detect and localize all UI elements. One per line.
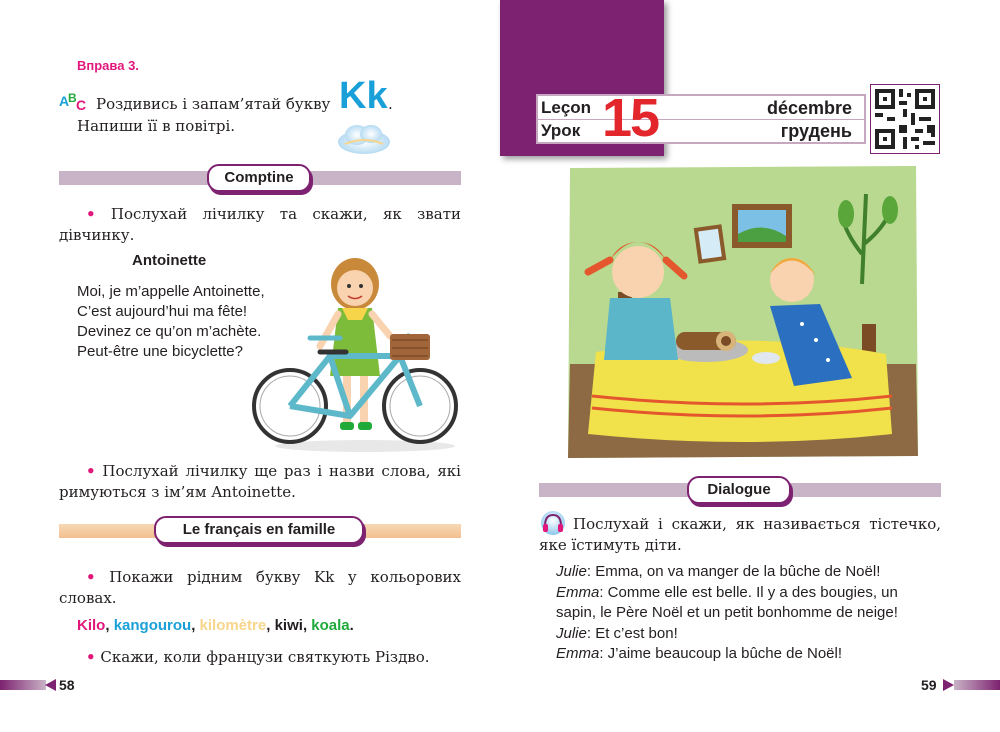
show-instruction: • Покажи рідним букву Kk у кольорових словах. xyxy=(59,568,461,607)
big-letter-kk: Kk xyxy=(339,75,388,117)
svg-text:B: B xyxy=(68,91,77,105)
dialogue-text xyxy=(556,562,898,665)
lecon-label: Leçon xyxy=(541,98,592,117)
poem-line: Peut-être une bicyclette? xyxy=(77,343,243,360)
comptine-title: Comptine xyxy=(207,164,311,192)
bullet-icon: • xyxy=(86,648,96,666)
cloud-icon xyxy=(335,120,393,156)
word-koala: koala xyxy=(311,617,350,634)
dialogue-instruction: Послухай і скажи, як називається тістечко, яке їстимуть діти. xyxy=(539,515,941,554)
lesson-number: 15 xyxy=(602,88,659,148)
poem xyxy=(77,282,265,362)
instruction-line-2: Напиши її в повітрі. xyxy=(77,117,236,135)
listen-instruction: • Послухай лічилку та скажи, як звати дівчинку. xyxy=(59,205,461,244)
poem-line: Devinez ce qu’on m’achète. xyxy=(77,323,262,340)
page-bar-left xyxy=(0,680,46,690)
arrow-left-icon xyxy=(45,679,56,691)
dialogue-line: Emma: J’aime beaucoup la bûche de Noël! xyxy=(556,645,843,662)
word-kilometre: kilomètre xyxy=(199,617,267,634)
arrow-right-icon xyxy=(943,679,954,691)
dialogue-line: Julie: Emma, on va manger de la bûche de Noël! xyxy=(556,563,881,580)
word-kiwi: kiwi xyxy=(274,617,303,634)
instruction-line-1: Роздивись і запам’ятай букву xyxy=(96,95,331,113)
month-fr: décembre xyxy=(766,98,852,118)
page-number-right: 59 xyxy=(921,677,937,693)
qr-code-icon[interactable] xyxy=(870,84,940,154)
girl-bicycle-illustration xyxy=(250,256,460,456)
exercise-label: Вправа 3. xyxy=(77,58,139,73)
abc-icon xyxy=(59,90,91,112)
christmas-instruction: • Скажи, коли французи святкують Різдво. xyxy=(86,648,430,666)
svg-text:C: C xyxy=(76,97,87,112)
poem-line: C’est aujourd’hui ma fête! xyxy=(77,303,248,320)
instruction-period: . xyxy=(388,95,393,113)
svg-text:A: A xyxy=(59,93,70,109)
family-title: Le français en famille xyxy=(154,516,364,544)
month-uk: грудень xyxy=(780,121,852,141)
bullet-icon: • xyxy=(86,462,96,480)
dialogue-line: Emma: Comme elle est belle. Il y a des bougies, un xyxy=(556,583,898,601)
dialogue-line: Julie: Et c’est bon! xyxy=(556,624,678,642)
bullet-icon: • xyxy=(86,205,96,223)
dialogue-line: sapin, le Père Noël et un petit bonhomme de neige! xyxy=(556,604,898,621)
page-number-left: 58 xyxy=(59,677,75,693)
page-bar-right xyxy=(954,680,1000,690)
bullet-icon: • xyxy=(86,568,96,586)
colored-words: Kilo, kangourou, kilomètre, kiwi, koala. xyxy=(77,617,354,634)
poem-line: Moi, je m’appelle Antoinette, xyxy=(77,283,265,300)
listen-again-instruction: • Послухай лічилку ще раз і назви слова, які римуються з ім’ям Antoinette. xyxy=(59,462,461,501)
urok-label: Урок xyxy=(541,121,581,140)
dialogue-title: Dialogue xyxy=(687,476,791,504)
word-kangourou: kangourou xyxy=(113,617,192,634)
poem-title: Antoinette xyxy=(132,252,207,269)
word-kilo: Kilo xyxy=(77,617,106,634)
tea-party-illustration xyxy=(566,164,920,460)
